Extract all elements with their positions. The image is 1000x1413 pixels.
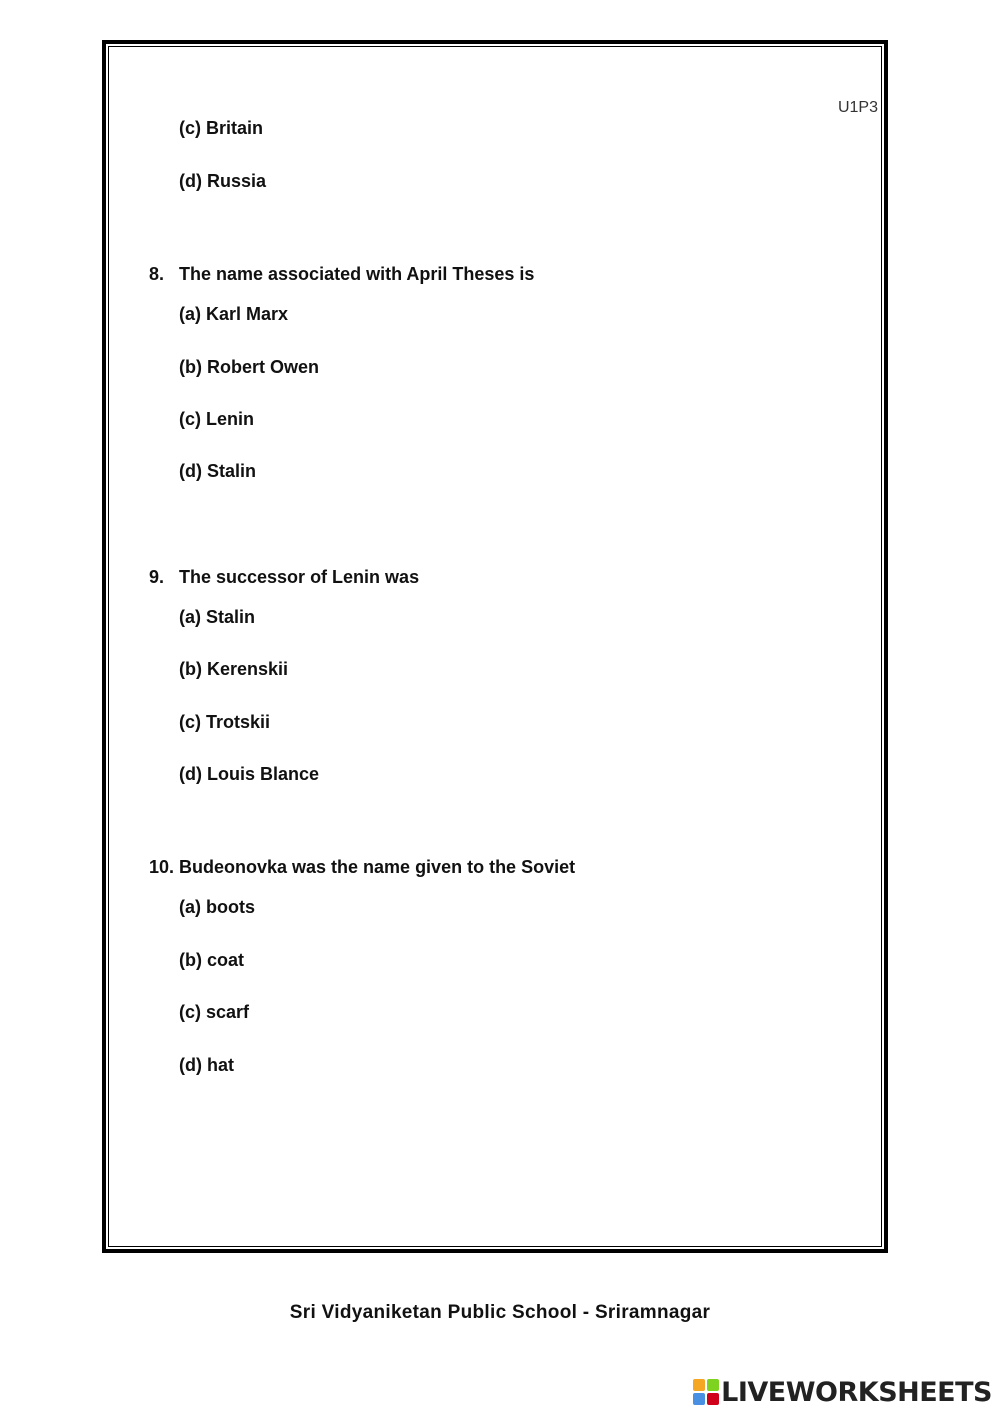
option-b-q9: (b) Kerenskii bbox=[179, 659, 289, 679]
option-c-q10: (c) scarf bbox=[179, 1002, 250, 1022]
liveworksheets-brand[interactable] bbox=[693, 1374, 992, 1410]
page-code: U1P3 bbox=[837, 99, 878, 116]
question-text: The successor of Lenin was bbox=[179, 567, 420, 587]
option-d-q9: (d) Louis Blance bbox=[179, 764, 320, 784]
question-text: The name associated with April Theses is bbox=[179, 264, 535, 284]
option-c-q9: (c) Trotskii bbox=[179, 712, 271, 732]
option-a-q10: (a) boots bbox=[179, 897, 255, 917]
question-number: 8. bbox=[149, 264, 165, 284]
brand-name: LIVEWORKSHEETS bbox=[721, 1376, 992, 1408]
question-text: Budeonovka was the name given to the Soviet bbox=[179, 857, 576, 877]
question-10 bbox=[149, 857, 575, 878]
option-a-q8: (a) Karl Marx bbox=[179, 304, 289, 324]
logo-square bbox=[707, 1379, 719, 1391]
option-d-q8: (d) Stalin bbox=[179, 461, 256, 481]
question-9 bbox=[149, 567, 419, 588]
question-8 bbox=[149, 264, 534, 285]
logo-square bbox=[707, 1393, 719, 1405]
question-number: 10. bbox=[149, 857, 175, 877]
option-b-q10: (b) coat bbox=[179, 950, 244, 970]
liveworksheets-logo-icon bbox=[693, 1379, 719, 1405]
option-a-q9: (a) Stalin bbox=[179, 607, 256, 627]
question-number: 9. bbox=[149, 567, 165, 587]
option-d-q10: (d) hat bbox=[179, 1055, 234, 1075]
logo-square bbox=[693, 1393, 705, 1405]
option-c-q7: (c) Britain bbox=[179, 118, 264, 138]
option-d-q7: (d) Russia bbox=[179, 171, 267, 191]
option-c-q8: (c) Lenin bbox=[179, 409, 254, 429]
logo-square bbox=[693, 1379, 705, 1391]
school-name-footer: Sri Vidyaniketan Public School - Sriramnagar bbox=[289, 1302, 711, 1323]
option-b-q8: (b) Robert Owen bbox=[179, 357, 319, 377]
